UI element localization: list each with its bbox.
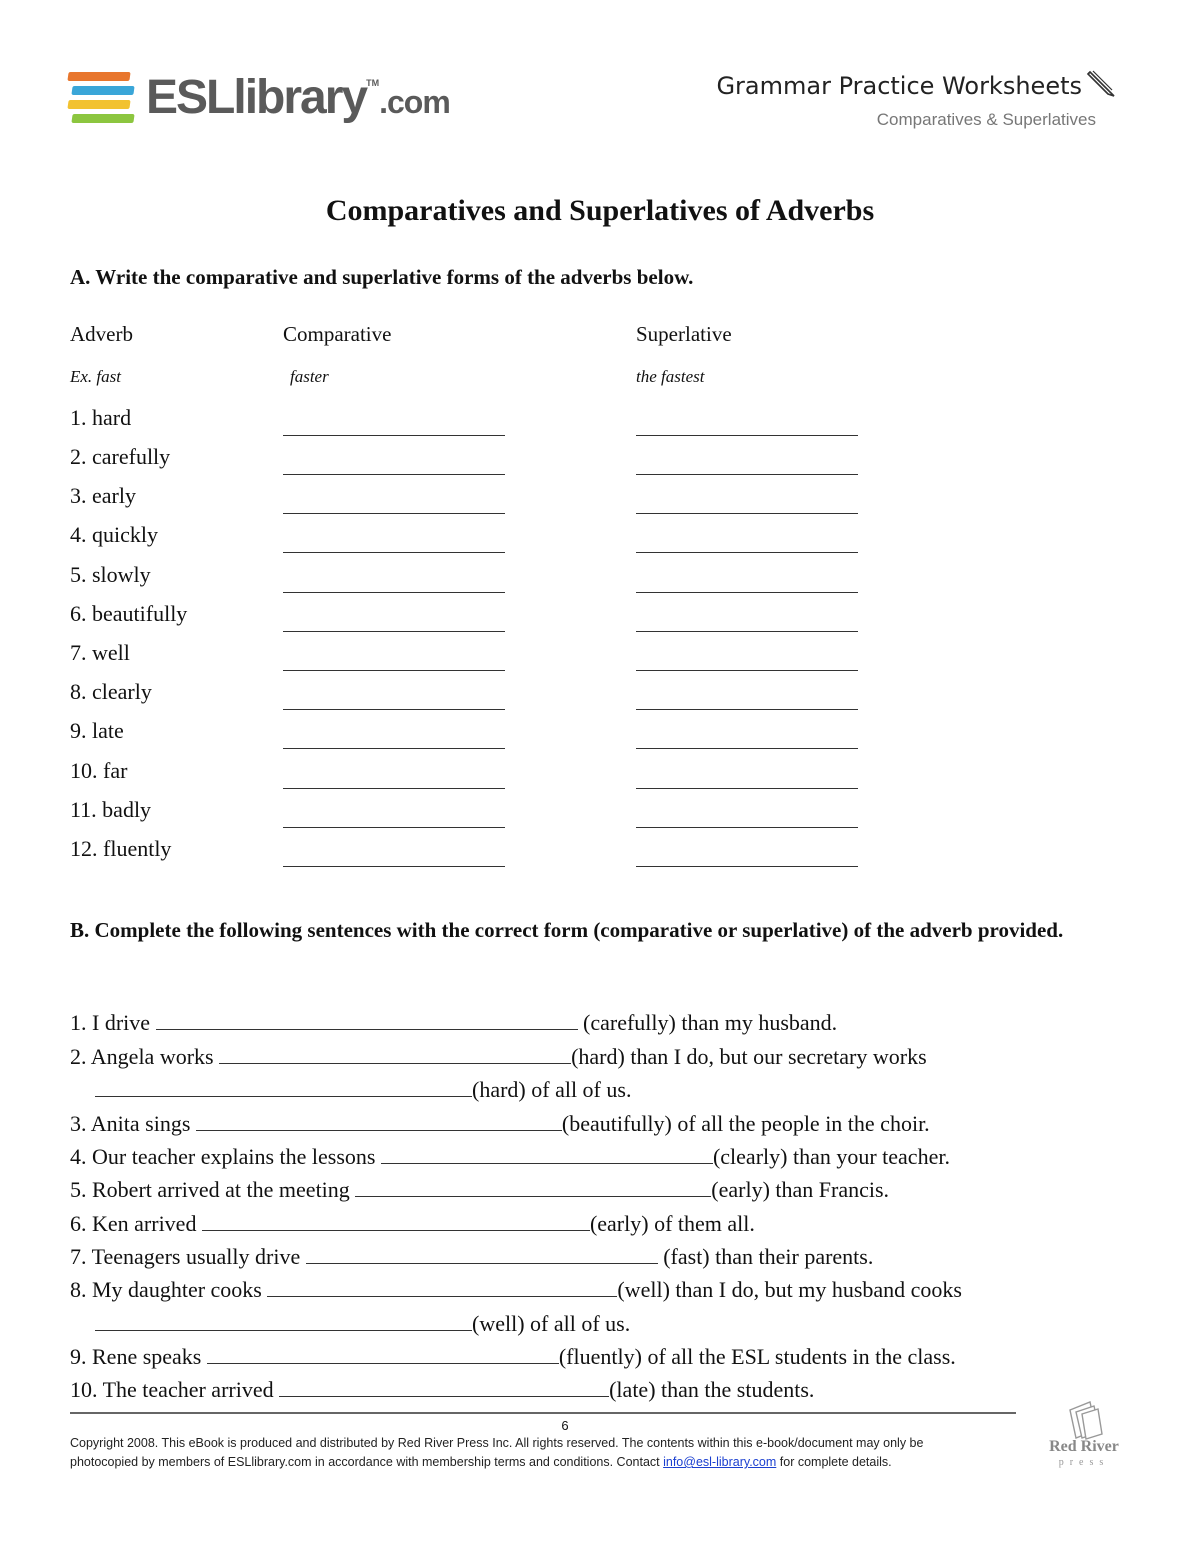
comparative-blank[interactable] (283, 631, 505, 632)
comparative-blank[interactable] (283, 709, 505, 710)
comparative-blank[interactable] (283, 474, 505, 475)
sentence-text: (clearly) than your teacher. (712, 1144, 950, 1169)
adverb-row (0, 483, 1200, 523)
comparative-blank[interactable] (283, 827, 505, 828)
sentence-text: (early) than Francis. (711, 1177, 890, 1202)
sentence (70, 1174, 889, 1204)
adverb-row (0, 562, 1200, 602)
comparative-blank[interactable] (283, 552, 505, 553)
adverb-row (0, 758, 1200, 798)
adverb-label: 8. clearly (70, 679, 152, 704)
column-header-adverb: Adverb (70, 322, 133, 346)
logo-text: ESLlibrary™.com (146, 71, 450, 124)
copyright-notice (70, 1434, 1030, 1472)
answer-blank[interactable] (202, 1208, 590, 1231)
sentence-text: (well) of all of us. (472, 1311, 631, 1336)
adverb-label: 4. quickly (70, 522, 158, 547)
sentence-continuation (95, 1308, 630, 1338)
answer-blank[interactable] (95, 1074, 472, 1097)
comparative-blank[interactable] (283, 592, 505, 593)
adverb-label: 12. fluently (70, 836, 172, 861)
sentence (70, 1041, 927, 1071)
superlative-blank[interactable] (636, 592, 858, 593)
copyright-line: photocopied by members of ESLlibrary.com in accordance with membership terms and conditions. Contact info@esl-library.com for complete details. (70, 1455, 892, 1469)
superlative-blank[interactable] (636, 435, 858, 436)
adverb-row (0, 679, 1200, 719)
header-title: Grammar Practice Worksheets (716, 72, 1082, 100)
sentence-text: 6. Ken arrived (70, 1211, 202, 1236)
sentence (70, 1241, 873, 1271)
sentence (70, 1141, 950, 1171)
example-comparative: faster (290, 367, 329, 386)
sentence-text: 10. The teacher arrived (70, 1377, 280, 1402)
sentence-text: (carefully) than my husband. (577, 1010, 838, 1035)
sentence-text: (well) than I do, but my husband cooks (617, 1277, 962, 1302)
adverb-label: 2. carefully (70, 444, 171, 469)
superlative-blank[interactable] (636, 709, 858, 710)
example-adverb: Ex. fast (70, 367, 121, 386)
adverb-row (0, 601, 1200, 641)
superlative-blank[interactable] (636, 788, 858, 789)
esl-library-logo (68, 68, 448, 138)
answer-blank[interactable] (207, 1341, 559, 1364)
adverb-row (0, 405, 1200, 445)
red-river-press-logo (1046, 1400, 1122, 1476)
comparative-blank[interactable] (283, 435, 505, 436)
sentence (70, 1208, 755, 1238)
adverb-label: 5. slowly (70, 562, 151, 587)
adverb-label: 11. badly (70, 797, 152, 822)
sentence-continuation (95, 1074, 631, 1104)
sentence-text: (fast) than their parents. (657, 1244, 874, 1269)
page-number: 6 (561, 1418, 569, 1433)
sentence (70, 1374, 814, 1404)
books-icon (68, 68, 134, 134)
sentence (70, 1341, 956, 1371)
publisher-sub: press (1058, 1457, 1110, 1468)
answer-blank[interactable] (267, 1274, 617, 1297)
papers-icon (1046, 1400, 1122, 1440)
sentence (70, 1108, 930, 1138)
sentence-text: (early) of them all. (589, 1211, 755, 1236)
sentence-text: 1. I drive (70, 1010, 156, 1035)
adverb-label: 3. early (70, 483, 136, 508)
adverb-label: 10. far (70, 758, 128, 783)
publisher-name: Red River (1049, 1438, 1119, 1455)
answer-blank[interactable] (196, 1108, 562, 1131)
superlative-blank[interactable] (636, 827, 858, 828)
comparative-blank[interactable] (283, 866, 505, 867)
comparative-blank[interactable] (283, 748, 505, 749)
answer-blank[interactable] (95, 1308, 472, 1331)
adverb-row (0, 718, 1200, 758)
sentence-text: 4. Our teacher explains the lessons (70, 1144, 381, 1169)
sentence-text: 8. My daughter cooks (70, 1277, 268, 1302)
sentence (70, 1274, 962, 1304)
superlative-blank[interactable] (636, 513, 858, 514)
answer-blank[interactable] (355, 1174, 711, 1197)
section-b-instruction: B. Complete the following sentences with the correct form (comparative or superlative) of the adverb provided. (70, 918, 1064, 942)
sentence-text: (late) than the students. (609, 1377, 815, 1402)
email-link[interactable]: info@esl-library.com (663, 1455, 777, 1469)
superlative-blank[interactable] (636, 631, 858, 632)
adverb-row (0, 522, 1200, 562)
column-header-comparative: Comparative (283, 322, 392, 346)
adverb-label: 9. late (70, 718, 124, 743)
adverb-label: 1. hard (70, 405, 132, 430)
adverb-label: 6. beautifully (70, 601, 188, 626)
comparative-blank[interactable] (283, 513, 505, 514)
adverb-label: 7. well (70, 640, 130, 665)
answer-blank[interactable] (381, 1141, 713, 1164)
sentence-text: 3. Anita sings (70, 1111, 196, 1136)
sentence-text: (fluently) of all the ESL students in the class. (558, 1344, 956, 1369)
sentence-text: 5. Robert arrived at the meeting (70, 1177, 356, 1202)
superlative-blank[interactable] (636, 474, 858, 475)
answer-blank[interactable] (279, 1374, 609, 1397)
example-superlative: the fastest (636, 367, 705, 386)
answer-blank[interactable] (306, 1241, 658, 1264)
sentence-text: 7. Teenagers usually drive (70, 1244, 306, 1269)
answer-blank[interactable] (219, 1041, 571, 1064)
adverb-row (0, 640, 1200, 680)
comparative-blank[interactable] (283, 670, 505, 671)
header-subtitle: Comparatives & Superlatives (876, 110, 1096, 129)
column-header-superlative: Superlative (636, 322, 732, 346)
adverb-row (0, 444, 1200, 484)
adverb-row (0, 797, 1200, 837)
footer-divider (70, 1412, 1016, 1414)
page-title: Comparatives and Superlatives of Adverbs (325, 194, 875, 227)
copyright-line: Copyright 2008. This eBook is produced and distributed by Red River Press Inc. All rights reserved. The contents within this e-book/document may only be (70, 1436, 924, 1450)
pencil-icon (1084, 66, 1118, 100)
sentence-text: (hard) than I do, but our secretary works (571, 1044, 927, 1069)
superlative-blank[interactable] (636, 866, 858, 867)
sentence-text: (beautifully) of all the people in the choir. (561, 1111, 930, 1136)
sentence-text: 9. Rene speaks (70, 1344, 207, 1369)
sentence-text: (hard) of all of us. (472, 1077, 632, 1102)
superlative-blank[interactable] (636, 748, 858, 749)
sentence (70, 1007, 837, 1037)
sentence-text: 2. Angela works (70, 1044, 220, 1069)
answer-blank[interactable] (156, 1007, 578, 1030)
adverb-row (0, 836, 1200, 876)
comparative-blank[interactable] (283, 788, 505, 789)
superlative-blank[interactable] (636, 552, 858, 553)
superlative-blank[interactable] (636, 670, 858, 671)
section-a-instruction: A. Write the comparative and superlative forms of the adverbs below. (70, 265, 694, 289)
